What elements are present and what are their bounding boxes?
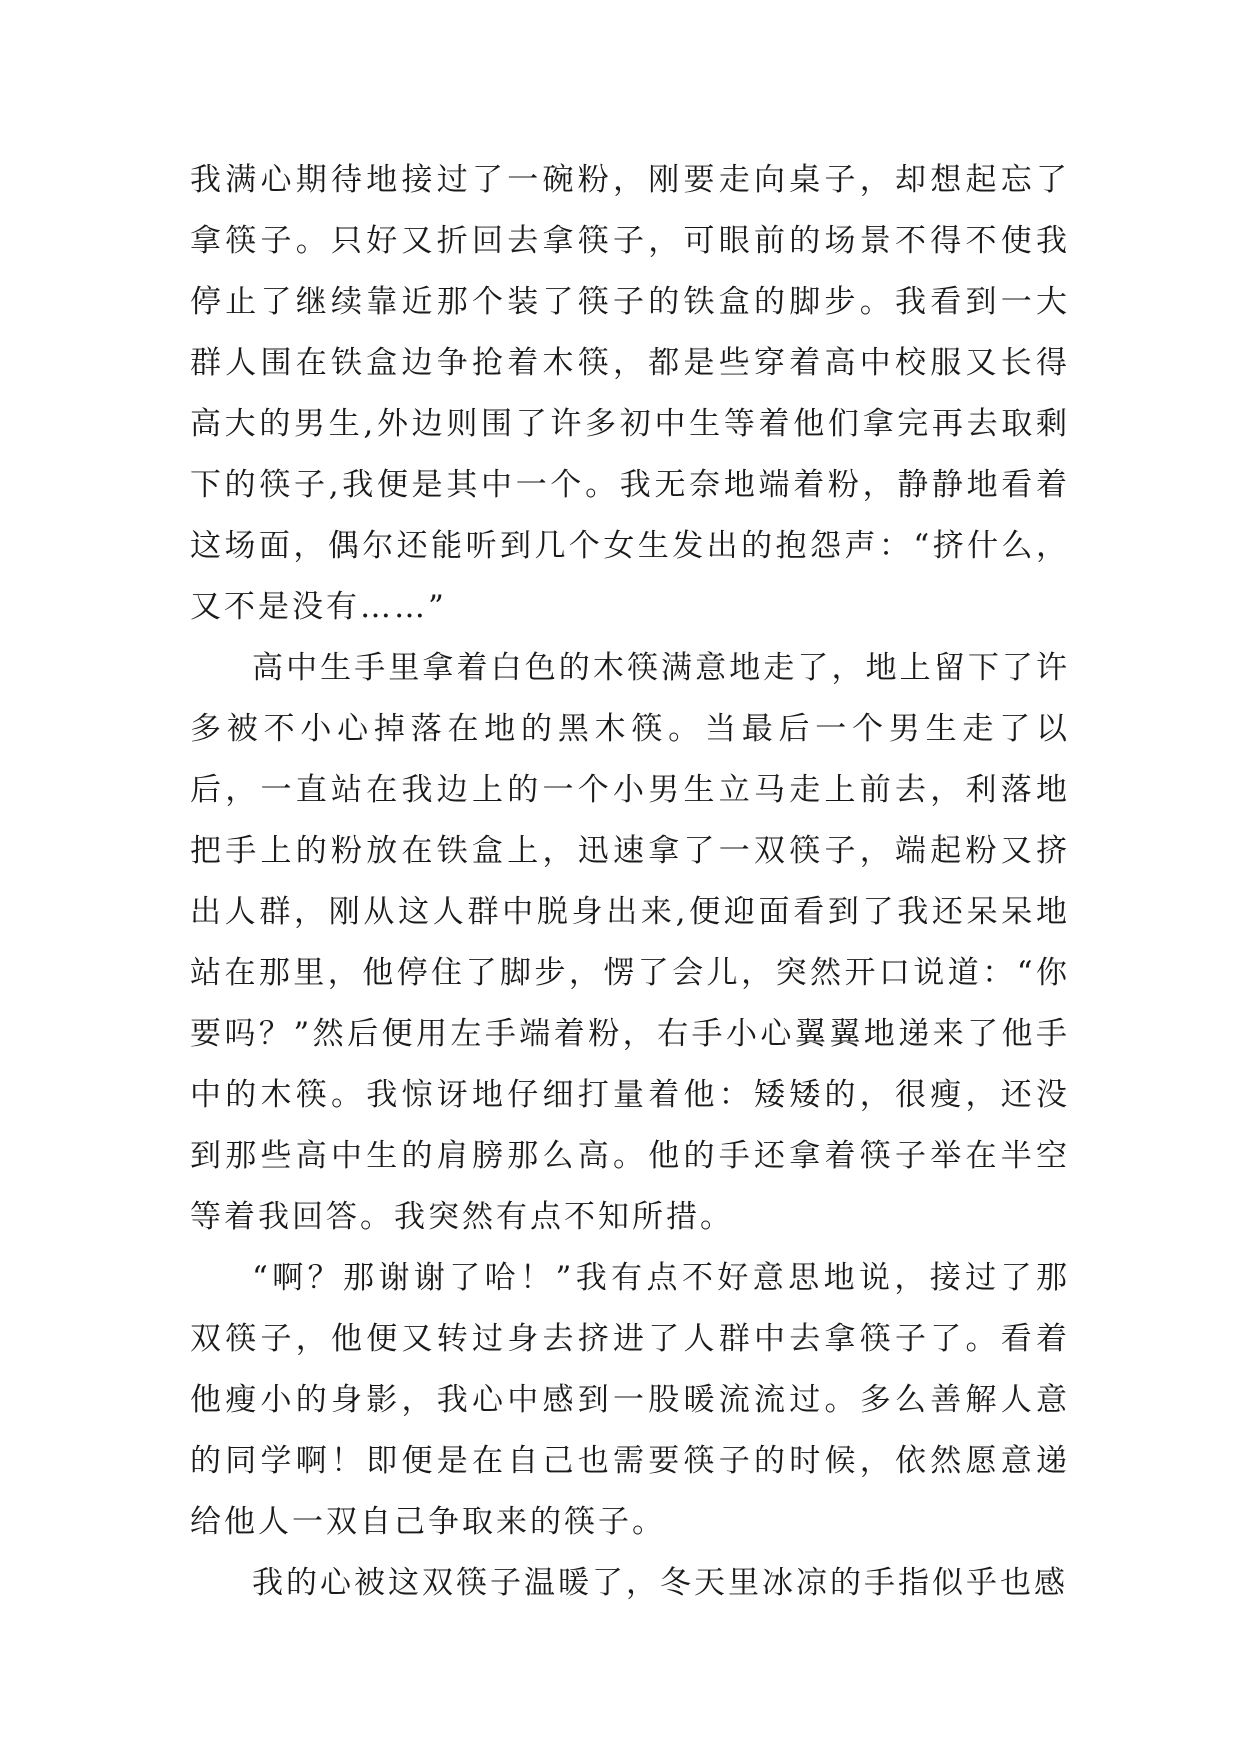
paragraph: 高中生手里拿着白色的木筷满意地走了，地上留下了许多被不小心掉落在地的黑木筷。当最后一个男生走了以后，一直站在我边上的一个小男生立马走上前去，利落地把手上的粉放在铁盒上，迅速拿了一双筷子，端起粉又挤出人群，刚从这人群中脱身出来,便迎面看到了我还呆呆地站在那里，他停住了脚步，愣了会儿，突然开口说道：“你要吗？”然后便用左手端着粉，右手小心翼翼地递来了他手中的木筷。我惊讶地仔细打量着他：矮矮的，很瘦，还没到那些高中生的肩膀那么高。他的手还拿着筷子举在半空等着我回答。我突然有点不知所措。 (190, 650, 1070, 1235)
essay-body (190, 150, 1070, 1614)
paragraph: 我的心被这双筷子温暖了，冬天里冰凉的手指似乎也感 (252, 1565, 1068, 1601)
paragraph: “啊？那谢谢了哈！”我有点不好意思地说，接过了那双筷子，他便又转过身去挤进了人群中去拿筷子了。看着他瘦小的身影，我心中感到一股暖流流过。多么善解人意的同学啊！即便是在自己也需要筷子的时候，依然愿意递给他人一双自己争取来的筷子。 (190, 1260, 1070, 1540)
paragraph: 我满心期待地接过了一碗粉，刚要走向桌子，却想起忘了拿筷子。只好又折回去拿筷子，可眼前的场景不得不使我停止了继续靠近那个装了筷子的铁盒的脚步。我看到一大群人围在铁盒边争抢着木筷，都是些穿着高中校服又长得高大的男生,外边则围了许多初中生等着他们拿完再去取剩下的筷子,我便是其中一个。我无奈地端着粉，静静地看着这场面，偶尔还能听到几个女生发出的抱怨声：“挤什么，又不是没有……” (190, 162, 1070, 625)
